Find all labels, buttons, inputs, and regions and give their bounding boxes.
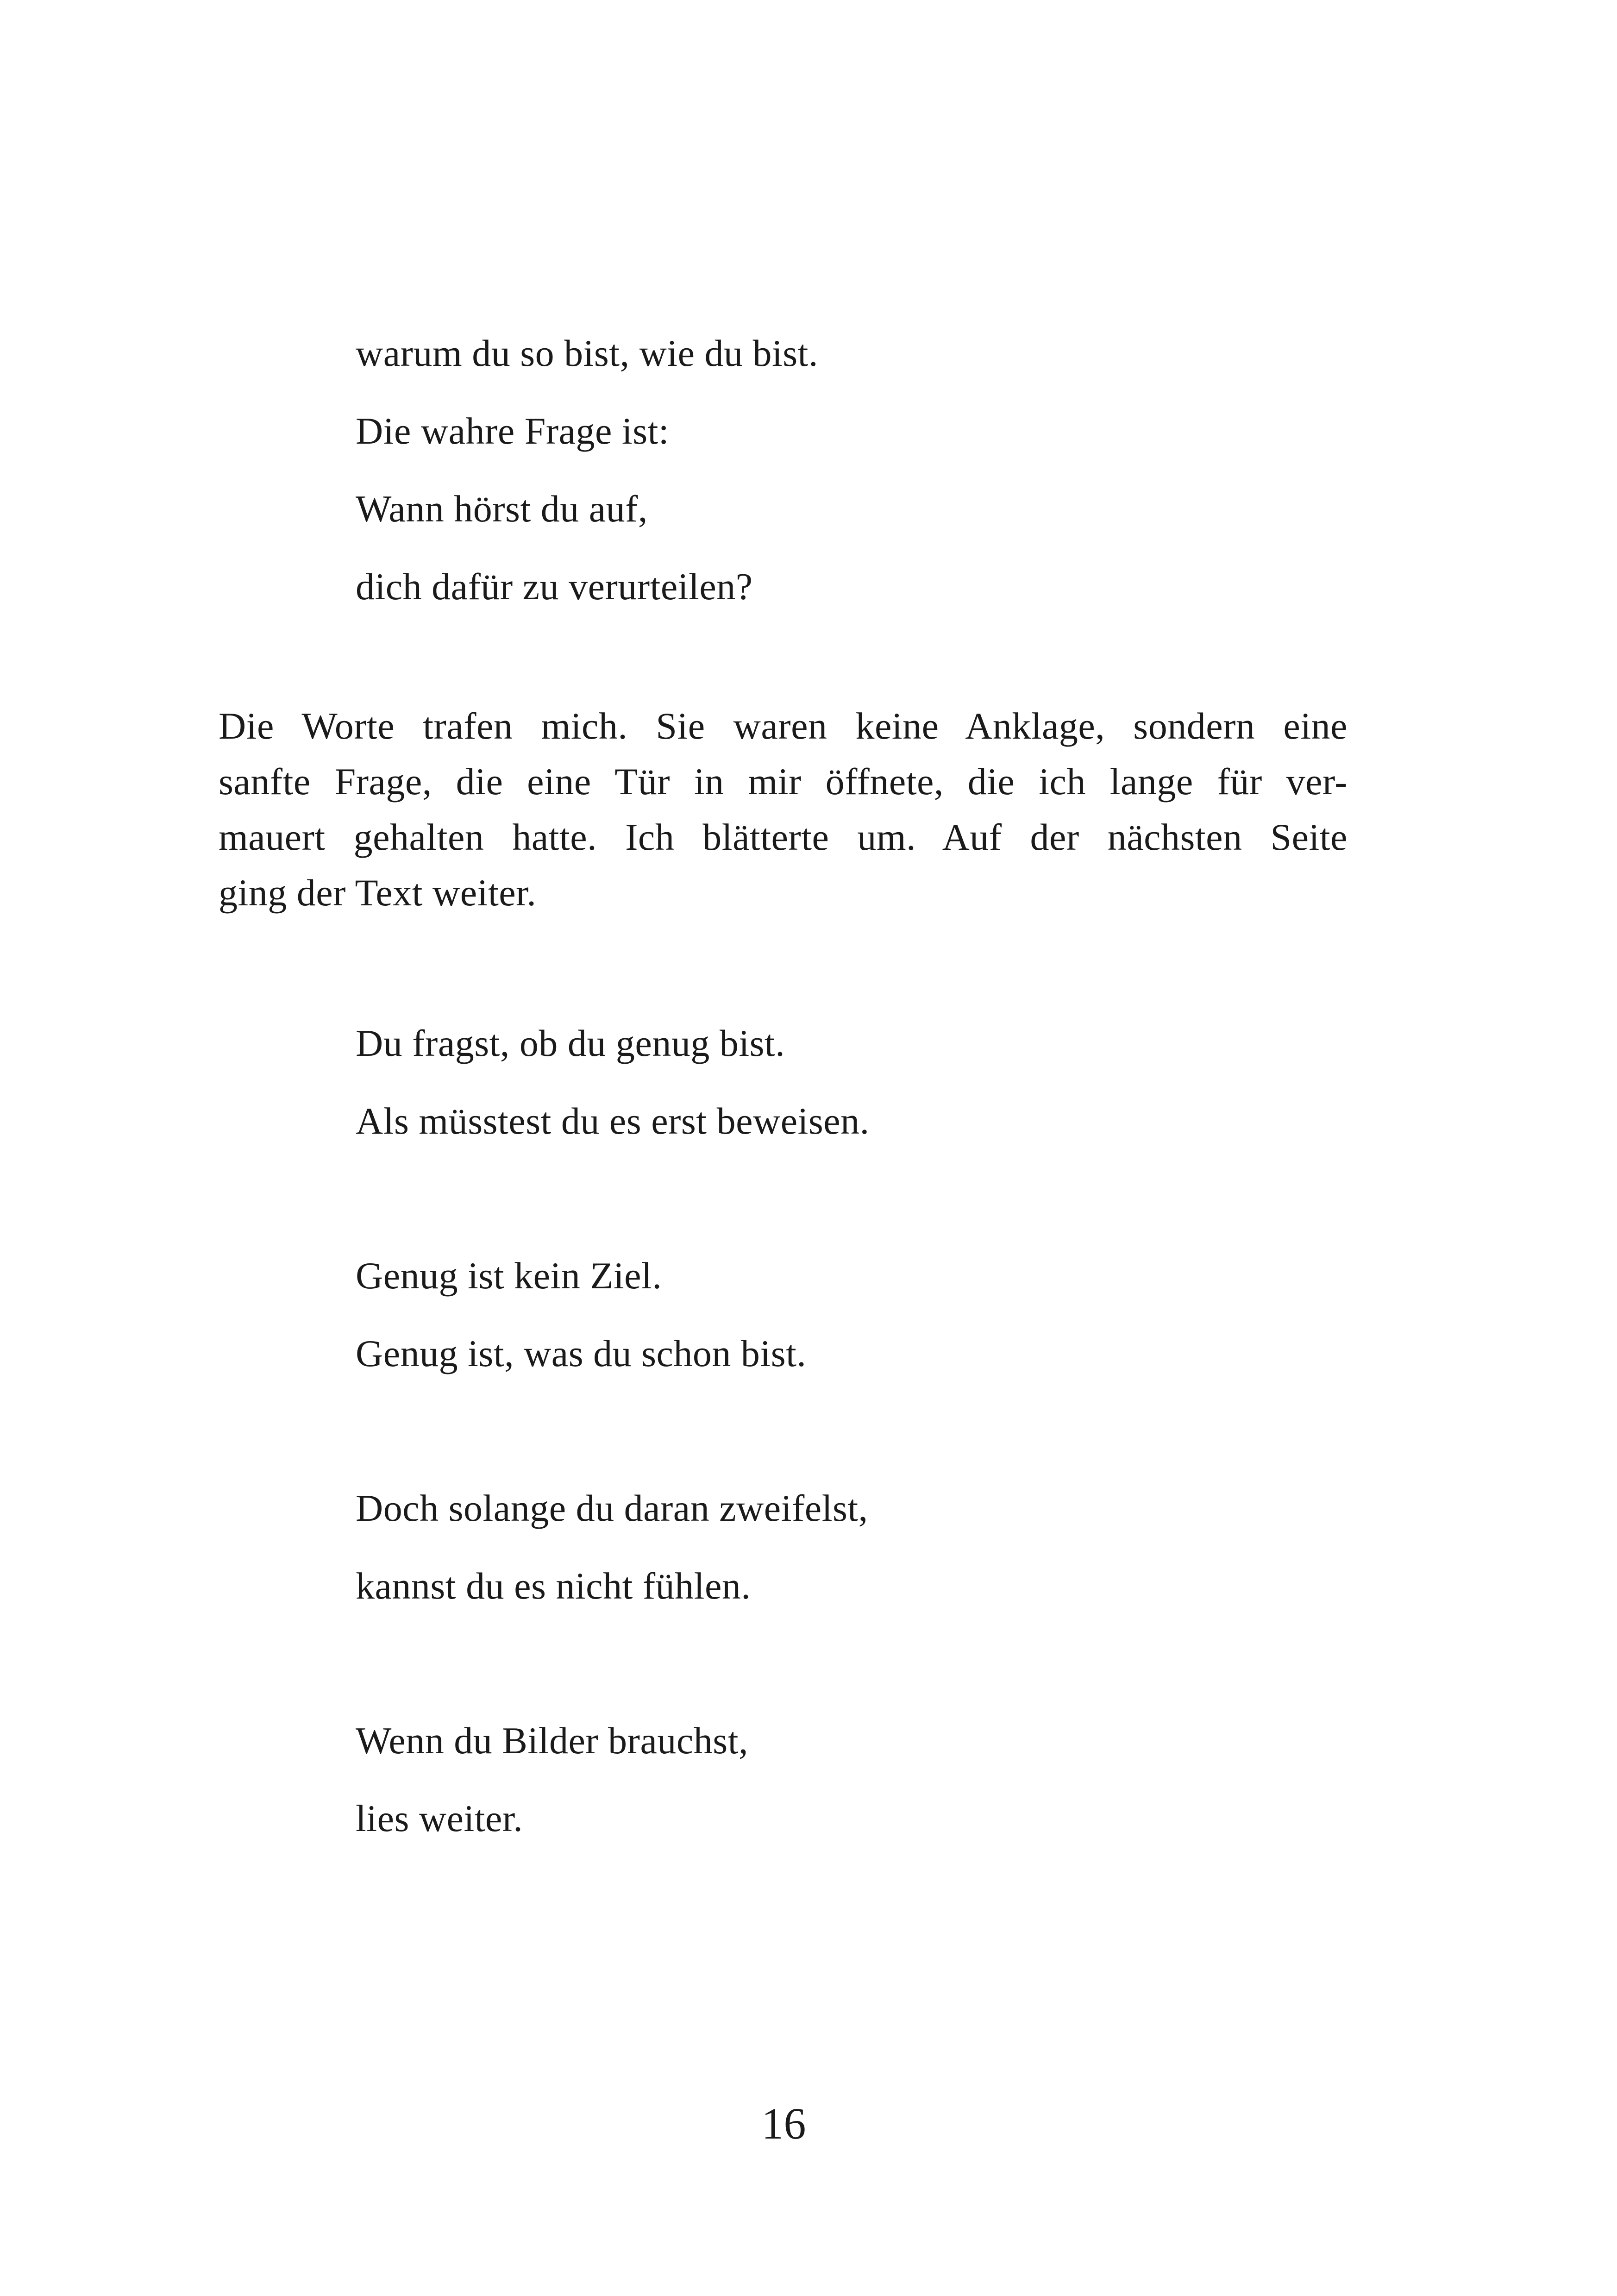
- verse-line: Wann hörst du auf,: [356, 488, 648, 530]
- verse-line: dich dafür zu verurteilen?: [356, 565, 753, 608]
- stanza-line: Doch solange du daran zweifelst,: [356, 1487, 868, 1529]
- prose-paragraph: [219, 698, 1348, 921]
- stanza-line: Als müsstest du es erst beweisen.: [356, 1100, 870, 1142]
- stanza-line: Du fragst, ob du genug bist.: [356, 1022, 785, 1064]
- verse-line: Die wahre Frage ist:: [356, 410, 670, 452]
- verse-line: warum du so bist, wie du bist.: [356, 332, 818, 374]
- stanza-line: Wenn du Bilder brauchst,: [356, 1719, 748, 1762]
- stanza-line: Genug ist kein Ziel.: [356, 1255, 662, 1297]
- page-number: 16: [761, 2099, 806, 2148]
- stanza-line: Genug ist, was du schon bist.: [356, 1332, 807, 1374]
- stanza-line: kannst du es nicht fühlen.: [356, 1565, 751, 1607]
- stanza-line: lies weiter.: [356, 1797, 523, 1839]
- prose-line: sanfte Frage, die eine Tür in mir öffnete, die ich lange für ver-: [219, 760, 1348, 803]
- prose-line: Die Worte trafen mich. Sie waren keine Anklage, sondern eine: [219, 705, 1348, 747]
- prose-line: ging der Text weiter.: [219, 872, 537, 914]
- prose-line: mauert gehalten hatte. Ich blätterte um. Auf der nächsten Seite: [219, 816, 1348, 858]
